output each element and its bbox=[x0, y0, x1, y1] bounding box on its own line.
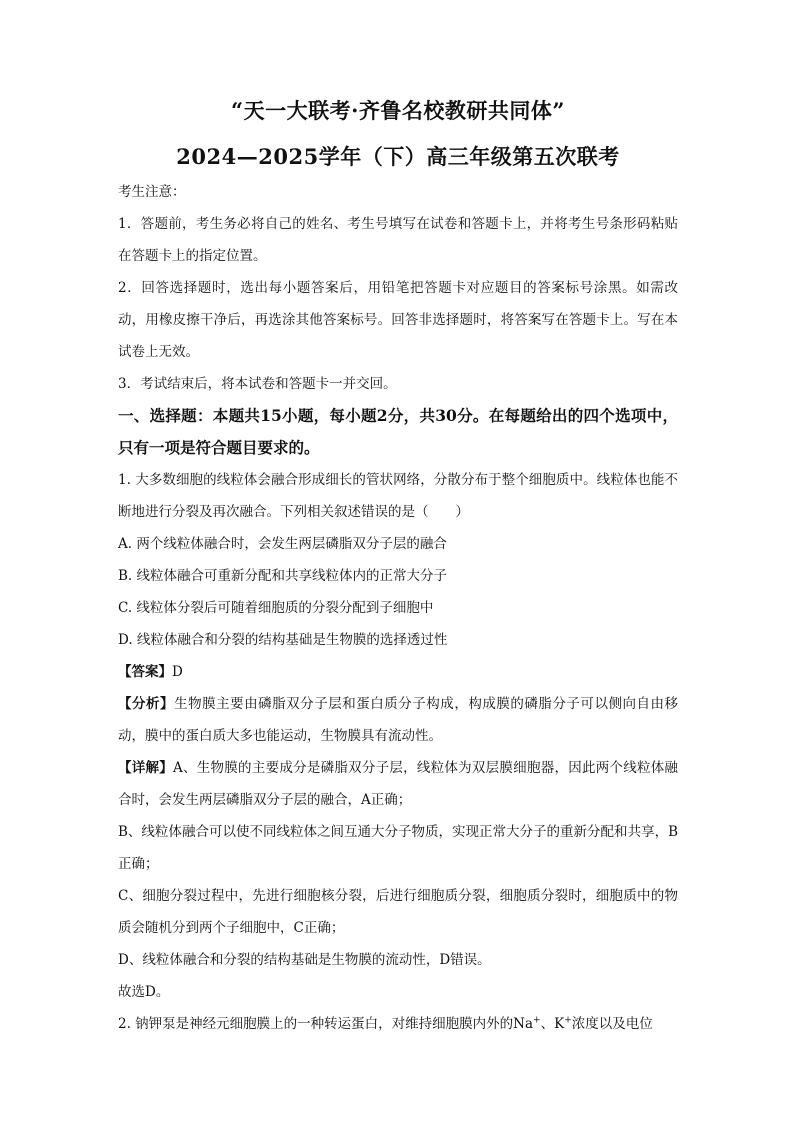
exam-title-line2: 2024—2025学年（下）高三年级第五次联考 bbox=[176, 144, 620, 169]
analysis-paragraph bbox=[118, 688, 678, 752]
na-charge: + bbox=[533, 1015, 541, 1026]
page-content bbox=[118, 96, 678, 1040]
exam-title-line1: “天一大联考·齐鲁名校教研共同体” bbox=[231, 98, 565, 123]
question-1-option-a: A. 两个线粒体融合时，会发生两层磷脂双分子层的融合 bbox=[118, 536, 447, 552]
detail-paragraph-a bbox=[118, 752, 678, 816]
analysis-label: 【分析】 bbox=[118, 696, 175, 712]
conclusion: 故选D。 bbox=[118, 984, 170, 1000]
detail-paragraph-d: D、线粒体融合和分裂的结构基础是生物膜的流动性，D错误。 bbox=[118, 952, 491, 968]
answer-value: D bbox=[172, 664, 183, 680]
k-charge: + bbox=[564, 1015, 572, 1026]
notice-heading: 考生注意： bbox=[118, 184, 186, 200]
detail-paragraph-c: C、细胞分裂过程中，先进行细胞核分裂，后进行细胞质分裂，细胞质分裂时，细胞质中的物质会随机分到两个子细胞中，C正确； bbox=[118, 888, 678, 936]
question-2-stem-mid: 、K bbox=[540, 1016, 565, 1032]
notice-item-2: 2．回答选择题时，选出每小题答案后，用铅笔把答题卡对应题目的答案标号涂黑。如需改动，用橡皮擦干净后，再选涂其他答案标号。回答非选择题时，将答案写在答题卡上。写在本试卷上无效。 bbox=[118, 280, 678, 360]
question-1-option-b: B. 线粒体融合可重新分配和共享线粒体内的正常大分子 bbox=[118, 568, 448, 584]
answer-label: 【答案】 bbox=[118, 664, 172, 680]
question-1-option-c: C. 线粒体分裂后可随着细胞质的分裂分配到子细胞中 bbox=[118, 600, 434, 616]
detail-paragraph-b: B、线粒体融合可以使不同线粒体之间互通大分子物质，实现正常大分子的重新分配和共享，B正确； bbox=[118, 824, 678, 872]
question-2-stem-start: 2. 钠钾泵是神经元细胞膜上的一种转运蛋白，对维持细胞膜内外的Na bbox=[118, 1016, 534, 1032]
answer-line bbox=[118, 656, 678, 688]
notice-item-3: 3．考试结束后，将本试卷和答题卡一并交回。 bbox=[118, 376, 397, 392]
question-1-option-d: D. 线粒体融合和分裂的结构基础是生物膜的选择透过性 bbox=[118, 632, 448, 648]
question-2-stem bbox=[118, 1008, 678, 1040]
detail-label: 【详解】 bbox=[118, 760, 174, 776]
question-1-stem: 1. 大多数细胞的线粒体会融合形成细长的管状网络，分散分布于整个细胞质中。线粒体也能不断地进行分裂及再次融合。下列相关叙述错误的是（ ） bbox=[118, 472, 678, 520]
detail-text-a: A、生物膜的主要成分是磷脂双分子层，线粒体为双层膜细胞器，因此两个线粒体融合时，会发生两层磷脂双分子层的融合，A正确； bbox=[118, 760, 679, 808]
section-heading: 一、选择题：本题共15小题，每小题2分，共30分。在每题给出的四个选项中，只有一项是符合题目要求的。 bbox=[118, 406, 678, 457]
analysis-text: 生物膜主要由磷脂双分子层和蛋白质分子构成，构成膜的磷脂分子可以侧向自由移动，膜中的蛋白质大多也能运动，生物膜具有流动性。 bbox=[118, 696, 679, 744]
notice-item-1: 1．答题前，考生务必将自己的姓名、考生号填写在试卷和答题卡上，并将考生号条形码粘贴在答题卡上的指定位置。 bbox=[118, 216, 678, 264]
question-2-stem-end: 浓度以及电位 bbox=[571, 1016, 653, 1032]
